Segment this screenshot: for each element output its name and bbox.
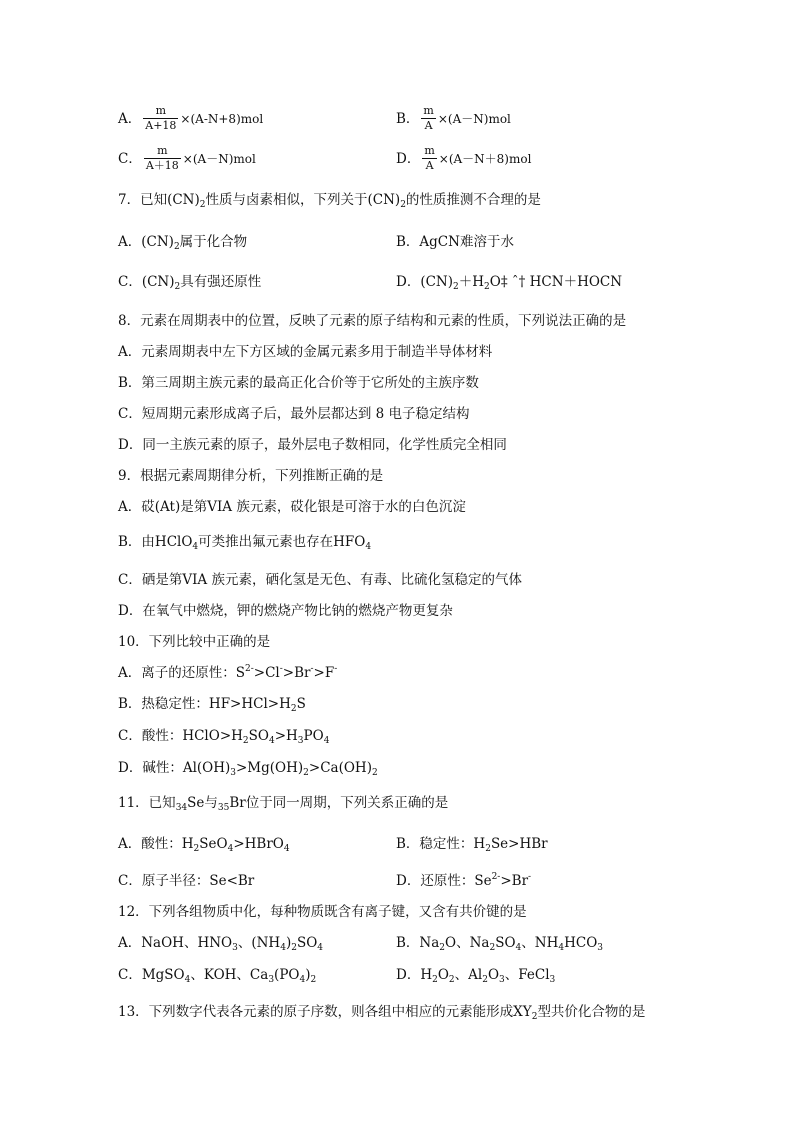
q7-option-b: B．AgCN难溶于水 (396, 234, 514, 250)
q12-stem: 12．下列各组物质中化，每种物质既含有离子键，又含有共价键的是 (118, 904, 527, 920)
q7-option-a: A．$(CN)_2$属于化合物 (118, 234, 248, 252)
q8-stem: 8．元素在周期表中的位置，反映了元素的原子结构和元素的性质，下列说法正确的是 (118, 313, 627, 329)
q10-option-d: D．碱性：$Al(OH)_3>Mg(OH)_2>Ca(OH)_2$ (118, 760, 378, 778)
q6-option-b: B． $\frac{m}{A}$ ×(A－N)mol (396, 104, 511, 132)
q6-option-c: C． $\frac{m}{A+18}$ ×(A－N)mol (118, 144, 256, 172)
q7-option-c: C．$(CN)_2$具有强还原性 (118, 274, 262, 292)
q12-option-a: A．NaOH、$HNO_3$、$(NH_4)_2SO_4$ (118, 935, 324, 953)
q11-option-b: B．稳定性：$H_2Se>HBr$ (396, 836, 548, 854)
q10-option-a: A．离子的还原性：$S^{2-}>Cl^->Br^->F^-$ (118, 664, 338, 681)
fraction: $\frac{m}{A}$ (424, 144, 435, 172)
q7-stem: 7．已知$(CN)_2$性质与卤素相似，下列关于$(CN)_2$的性质推测不合理的是 (118, 192, 541, 210)
q11-option-c: C．原子半径：Se<Br (118, 873, 255, 889)
q10-option-c: C．酸性：$HClO>H_2SO_4>H_3PO_4$ (118, 728, 330, 746)
q10-option-b: B．热稳定性：$HF>HCl>H_2S$ (118, 696, 306, 714)
fraction: $\frac{m}{A+18}$ (145, 144, 179, 172)
q11-option-a: A．酸性：$H_2SeO_4>HBrO_4$ (118, 836, 290, 854)
q9-option-a: A．砹(At)是第VIA 族元素，砹化银是可溶于水的白色沉淀 (118, 499, 466, 515)
q10-stem: 10．下列比较中正确的是 (118, 634, 271, 650)
fraction: $\frac{m}{A+18}$ (145, 104, 177, 132)
q8-option-a: A．元素周期表中左下方区域的金属元素多用于制造半导体材料 (118, 344, 493, 360)
q12-option-c: C．MgSO$_4$、KOH、$Ca_3(PO_4)_2$ (118, 967, 317, 985)
q6-option-a: A． $\frac{m}{A+18}$ ×(A-N+8)mol (118, 104, 264, 132)
q6-option-d: D． $\frac{m}{A}$ ×(A－N＋8)mol (396, 144, 532, 172)
q9-option-b: B．由HClO$_4$可类推出氟元素也存在$HFO_4$ (118, 534, 372, 552)
q11-stem: 11．已知$_{34}$Se与$_{35}$Br位于同一周期，下列关系正确的是 (118, 795, 449, 813)
q9-option-c: C．硒是第VIA 族元素，硒化氢是无色、有毒、比硫化氢稳定的气体 (118, 572, 522, 588)
q8-option-d: D．同一主族元素的原子，最外层电子数相同，化学性质完全相同 (118, 437, 507, 453)
q8-option-c: C．短周期元素形成离子后，最外层都达到 8 电子稳定结构 (118, 406, 470, 422)
q11-option-d: D．还原性：$Se^{2-}>Br^-$ (396, 872, 532, 889)
q12-option-b: B．$Na_2O$、$Na_2SO_4$、$NH_4HCO_3$ (396, 935, 603, 953)
q9-option-d: D．在氧气中燃烧，钾的燃烧产物比钠的燃烧产物更复杂 (118, 603, 453, 619)
q8-option-b: B．第三周期主族元素的最高正化合价等于它所处的主族序数 (118, 375, 479, 391)
q9-stem: 9．根据元素周期律分析，下列推断正确的是 (118, 468, 384, 484)
q7-option-d: D．$(CN)_2+H_2O\ddagger$ ˆ† HCN＋HOCN (396, 274, 623, 292)
q12-option-d: D．$H_2O_2$、$Al_2O_3$、FeCl$_3$ (396, 967, 556, 985)
fraction: $\frac{m}{A}$ (423, 104, 434, 132)
q13-stem: 13．下列数字代表各元素的原子序数，则各组中相应的元素能形成$XY_2$型共价化合物的是 (118, 1004, 646, 1022)
